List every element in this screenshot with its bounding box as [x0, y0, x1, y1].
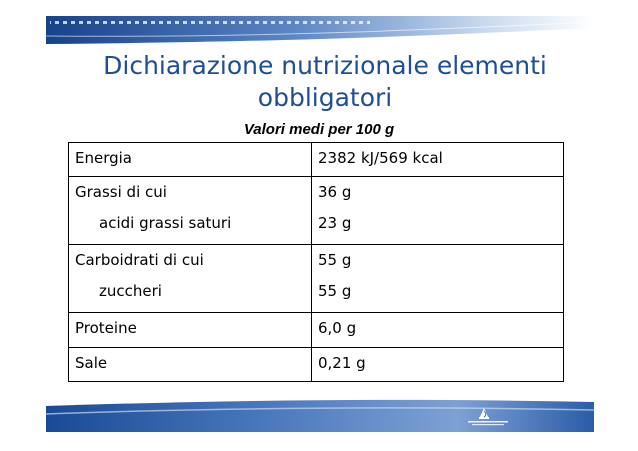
label-cell	[69, 313, 312, 347]
label-cell	[69, 347, 312, 382]
nutrient-label: Grassi di cui	[75, 183, 167, 202]
nutrient-value: 6,0 g	[318, 319, 357, 338]
top-banner	[46, 14, 594, 44]
slide-title	[60, 50, 590, 114]
value-cell	[312, 177, 564, 245]
label-cell	[69, 143, 312, 177]
nutrient-sublabel: acidi grassi saturi	[99, 214, 232, 233]
label-cell	[69, 245, 312, 313]
nutrient-subvalue: 23 g	[318, 214, 352, 233]
value-cell	[312, 347, 564, 382]
value-cell	[312, 313, 564, 347]
organization-logo-icon	[466, 405, 514, 430]
nutrient-value: 36 g	[318, 183, 352, 202]
nutrient-label: Energia	[75, 149, 132, 167]
table-row-salt	[69, 347, 564, 382]
value-cell	[312, 245, 564, 313]
value-cell	[312, 143, 564, 177]
nutrient-value: 2382 kJ/569 kcal	[318, 149, 443, 167]
nutrient-subvalue: 55 g	[318, 282, 352, 301]
nutrition-table	[68, 142, 564, 382]
table-subtitle: Valori medi per 100 g	[243, 121, 395, 138]
nutrient-label: Proteine	[75, 319, 137, 338]
table-row-fat	[69, 177, 564, 245]
slide-title-line-1: Dichiarazione nutrizionale elementi	[103, 51, 547, 80]
nutrient-value: 0,21 g	[318, 353, 366, 372]
table-row-protein	[69, 313, 564, 347]
nutrient-label: Sale	[75, 353, 108, 372]
label-cell	[69, 177, 312, 245]
table-row-energy	[69, 143, 564, 177]
nutrient-value: 55 g	[318, 251, 352, 270]
nutrient-label: Carboidrati di cui	[75, 251, 204, 270]
nutrient-sublabel: zuccheri	[99, 282, 162, 301]
table-row-carbohydrates	[69, 245, 564, 313]
slide-title-line-2: obbligatori	[257, 83, 393, 112]
